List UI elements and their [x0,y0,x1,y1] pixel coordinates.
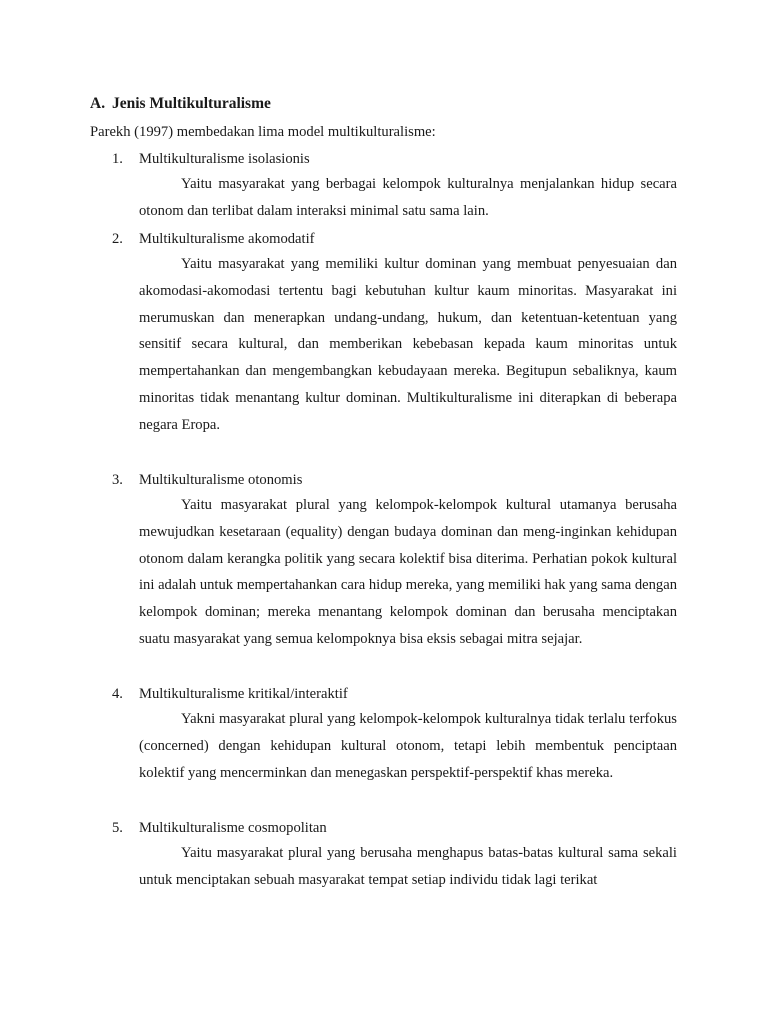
intro-paragraph: Parekh (1997) membedakan lima model multikulturalisme: [90,124,436,140]
list-item-title: Multikulturalisme isolasionis [139,151,310,167]
list-item-title: Multikulturalisme kritikal/interaktif [139,686,348,702]
list-item-description: Yaitu masyarakat yang berbagai kelompok kulturalnya menjalankan hidup secara otonom dan terlibat dalam interaksi minimal satu sama lain. [139,176,677,219]
list-item-description: Yaitu masyarakat yang memiliki kultur dominan yang membuat penyesuaian dan akomodasi-akomodasi tertentu bagi kebutuhan kultur kaum minoritas. Masyarakat ini merumuskan dan menerapkan undang-undang, hukum, dan ketentuan-ketentuan yang sensitif secara kultural, dan memberikan kebebasan kepada kaum minoritas untuk mempertahankan dan mengembangkan kebudayaan mereka. Begitupun sebaliknya, kaum minoritas tidak menantang kultur dominan. Multikulturalisme ini diterapkan di beberapa negara Eropa. [139,256,677,433]
section-letter: A. [90,95,106,112]
list-item-description: Yaitu masyarakat plural yang berusaha menghapus batas-batas kultural sama sekali untuk menciptakan sebuah masyarakat tempat setiap individu tidak lagi terikat [139,845,677,888]
list-item-description: Yakni masyarakat plural yang kelompok-kelompok kulturalnya tidak terlalu terfokus (concerned) dengan kehidupan kultural otonom, tetapi lebih membentuk penciptaan kolektif yang mencerminkan dan menegaskan perspektif-perspektif khas mereka. [139,711,677,781]
list-item-title: Multikulturalisme cosmopolitan [139,820,327,836]
list-item-number: 1. [112,151,123,167]
list-item-title: Multikulturalisme otonomis [139,472,303,488]
list-item-number: 3. [112,472,123,488]
list-item-number: 2. [112,231,123,247]
list-item-description: Yaitu masyarakat plural yang kelompok-kelompok kultural utamanya berusaha mewujudkan kesetaraan (equality) dengan budaya dominan dan meng-inginkan kehidupan otonom dalam kerangka politik yang secara kolektif bisa diterima. Perhatian pokok kultural ini adalah untuk mempertahankan cara hidup mereka, yang memiliki hak yang sama dengan kelompok dominan; mereka menantang kelompok dominan dan berusaha menciptakan suatu masyarakat yang semua kelompoknya bisa eksis sebagai mitra sejajar. [139,497,677,647]
list-item-number: 5. [112,820,123,836]
section-heading [90,94,271,114]
list-item-number: 4. [112,686,123,702]
section-title: Jenis Multikulturalisme [112,95,271,112]
list-item-title: Multikulturalisme akomodatif [139,231,315,247]
